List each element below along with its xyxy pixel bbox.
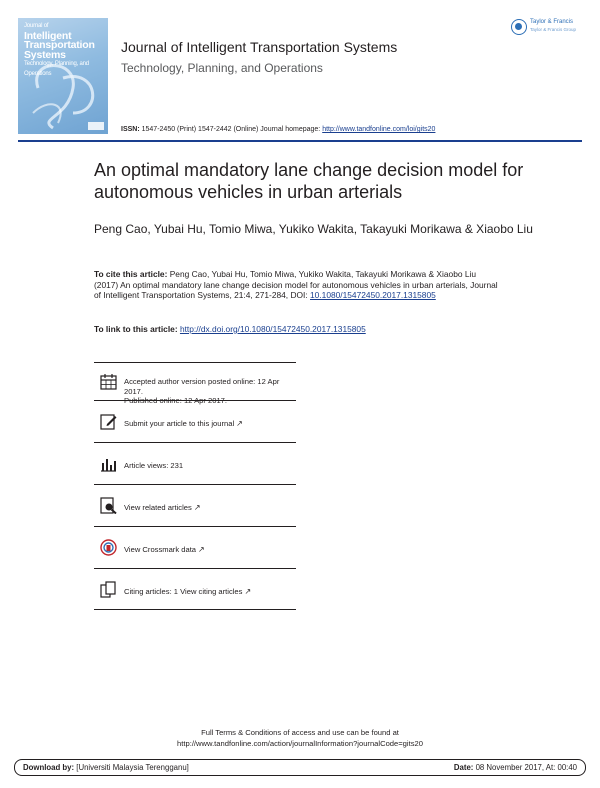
accepted-date: Accepted author version posted online: 12 Apr 2017.: [124, 377, 280, 396]
article-link-label: To link to this article:: [94, 324, 178, 334]
cover-title-line1: Journal of: [24, 23, 49, 29]
terms-url[interactable]: http://www.tandfonline.com/action/journalInformation?journalCode=gits20: [177, 738, 423, 748]
issn-line: [121, 126, 435, 133]
article-info-rows: [94, 362, 296, 610]
citation-doi-link[interactable]: 10.1080/15472450.2017.1315805: [310, 290, 436, 301]
downloaded-by-label: Download by:: [23, 763, 75, 772]
article-views: Article views: 231: [124, 461, 184, 470]
row-related-articles[interactable]: [94, 484, 296, 526]
edit-icon: [100, 413, 117, 430]
cover-title: [24, 22, 108, 79]
row-citing-articles[interactable]: [94, 568, 296, 610]
citing-articles-link[interactable]: Citing articles: 1 View citing articles: [124, 587, 243, 596]
citing-icon: [100, 581, 117, 598]
header-divider: [18, 140, 582, 142]
cover-title-line3: Transportation: [24, 39, 95, 51]
download-date-label: Date:: [453, 763, 474, 772]
external-link-icon: ↗: [236, 419, 243, 428]
search-doc-icon: [100, 497, 117, 514]
crossmark-link[interactable]: View Crossmark data: [124, 545, 197, 554]
external-link-icon: ↗: [198, 545, 205, 554]
citation-label: To cite this article:: [94, 269, 168, 279]
issn-label: ISSN:: [121, 126, 140, 133]
publisher-name: Taylor & Francis: [530, 19, 574, 25]
footer-terms: [0, 728, 600, 749]
journal-homepage-link[interactable]: http://www.tandfonline.com/loi/gits20: [322, 126, 436, 133]
terms-line: Full Terms & Conditions of access and use can be found at: [201, 728, 399, 737]
publisher-group: Taylor & Francis Group: [530, 27, 577, 32]
download-date-value: 08 November 2017, At: 00:40: [475, 763, 577, 772]
downloaded-by-value: [Universiti Malaysia Terengganu]: [76, 763, 189, 772]
article-title: An optimal mandatory lane change decision model for autonomous vehicles in urban arterials: [94, 160, 524, 202]
journal-title: Journal of Intelligent Transportation Systems: [121, 39, 398, 55]
row-article-views: [94, 442, 296, 484]
published-date: Published online: 12 Apr 2017.: [124, 396, 228, 406]
row-submit-article[interactable]: [94, 400, 296, 442]
publisher-logo-icon: [511, 19, 527, 35]
submit-article-link[interactable]: Submit your article to this journal: [124, 419, 235, 428]
cover-title-line4: Systems: [24, 48, 66, 61]
external-link-icon: ↗: [244, 587, 252, 596]
journal-subtitle: Technology, Planning, and Operations: [121, 61, 323, 75]
external-link-icon: ↗: [193, 503, 201, 512]
related-articles-link[interactable]: View related articles: [124, 503, 192, 512]
row-publication-dates: [94, 362, 296, 406]
article-link-line: [94, 324, 366, 334]
citation-text: Peng Cao, Yubai Hu, Tomio Miwa, Yukiko Wakita, Takayuki Morikawa & Xiaobo Liu (2017) An optimal mandatory lane change decision model for autonomous vehicles in urban arterials, Journal of Intelligent Transportation Systems, 21:4, 271-284, DOI:: [94, 269, 498, 301]
calendar-icon: [100, 373, 117, 390]
download-info-bar: [14, 759, 586, 776]
cover-title-line2: Intelligent: [24, 29, 72, 42]
citation-block: [94, 269, 499, 301]
article-authors: Peng Cao, Yubai Hu, Tomio Miwa, Yukiko Wakita, Takayuki Morikawa & Xiaobo Liu: [94, 222, 533, 236]
issn-text: 1547-2450 (Print) 1547-2442 (Online) Journal homepage:: [141, 126, 321, 133]
journal-cover: [18, 18, 108, 134]
row-crossmark[interactable]: [94, 526, 296, 568]
cover-subtitle: Technology, Planning, and Operations: [24, 61, 89, 77]
crossmark-icon: [100, 539, 117, 556]
publisher-logo[interactable]: [511, 16, 581, 38]
bar-chart-icon: [100, 455, 117, 472]
article-doi-url[interactable]: http://dx.doi.org/10.1080/15472450.2017.1315805: [179, 324, 366, 334]
